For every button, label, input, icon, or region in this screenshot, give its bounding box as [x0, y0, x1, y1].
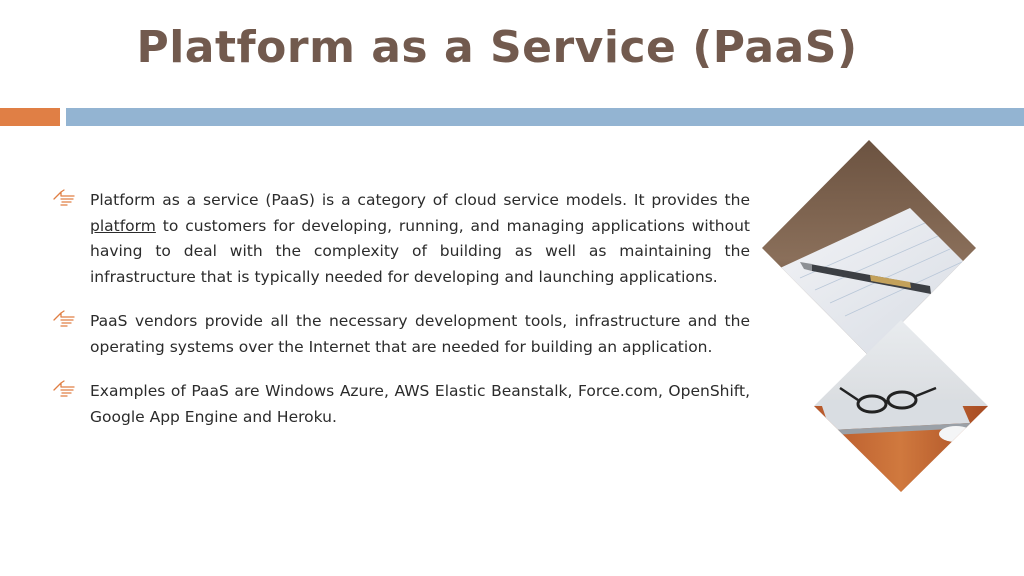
slide-title: Platform as a Service (PaaS) [136, 22, 858, 73]
bullet-item [52, 188, 750, 290]
bullet-text: Platform as a service (PaaS) is a category of cloud service models. It provides the platform to customers for developing, running, and managing applications without having to deal with the complexity of building as well as maintaining the infrastructure that is typically needed for developing and launching applications. [90, 191, 750, 286]
platform-link[interactable]: platform [90, 216, 156, 235]
glasses-on-laptop-photo [810, 318, 990, 498]
pointing-hand-icon [52, 379, 78, 399]
bullet-list [52, 188, 750, 449]
bullet-text: Examples of PaaS are Windows Azure, AWS Elastic Beanstalk, Force.com, OpenShift, Google App Engine and Heroku. [90, 382, 750, 426]
bullet-text: PaaS vendors provide all the necessary development tools, infrastructure and the operating systems over the Internet that are needed for building an application. [90, 312, 750, 356]
bullet-item [52, 309, 750, 360]
diamond-photos [760, 138, 1024, 498]
pointing-hand-icon [52, 309, 78, 329]
pen-on-paper-photo [760, 138, 990, 363]
pointing-hand-icon [52, 188, 78, 208]
accent-bar-orange [0, 108, 60, 126]
bullet-item [52, 379, 750, 430]
accent-bar-blue [66, 108, 1024, 126]
